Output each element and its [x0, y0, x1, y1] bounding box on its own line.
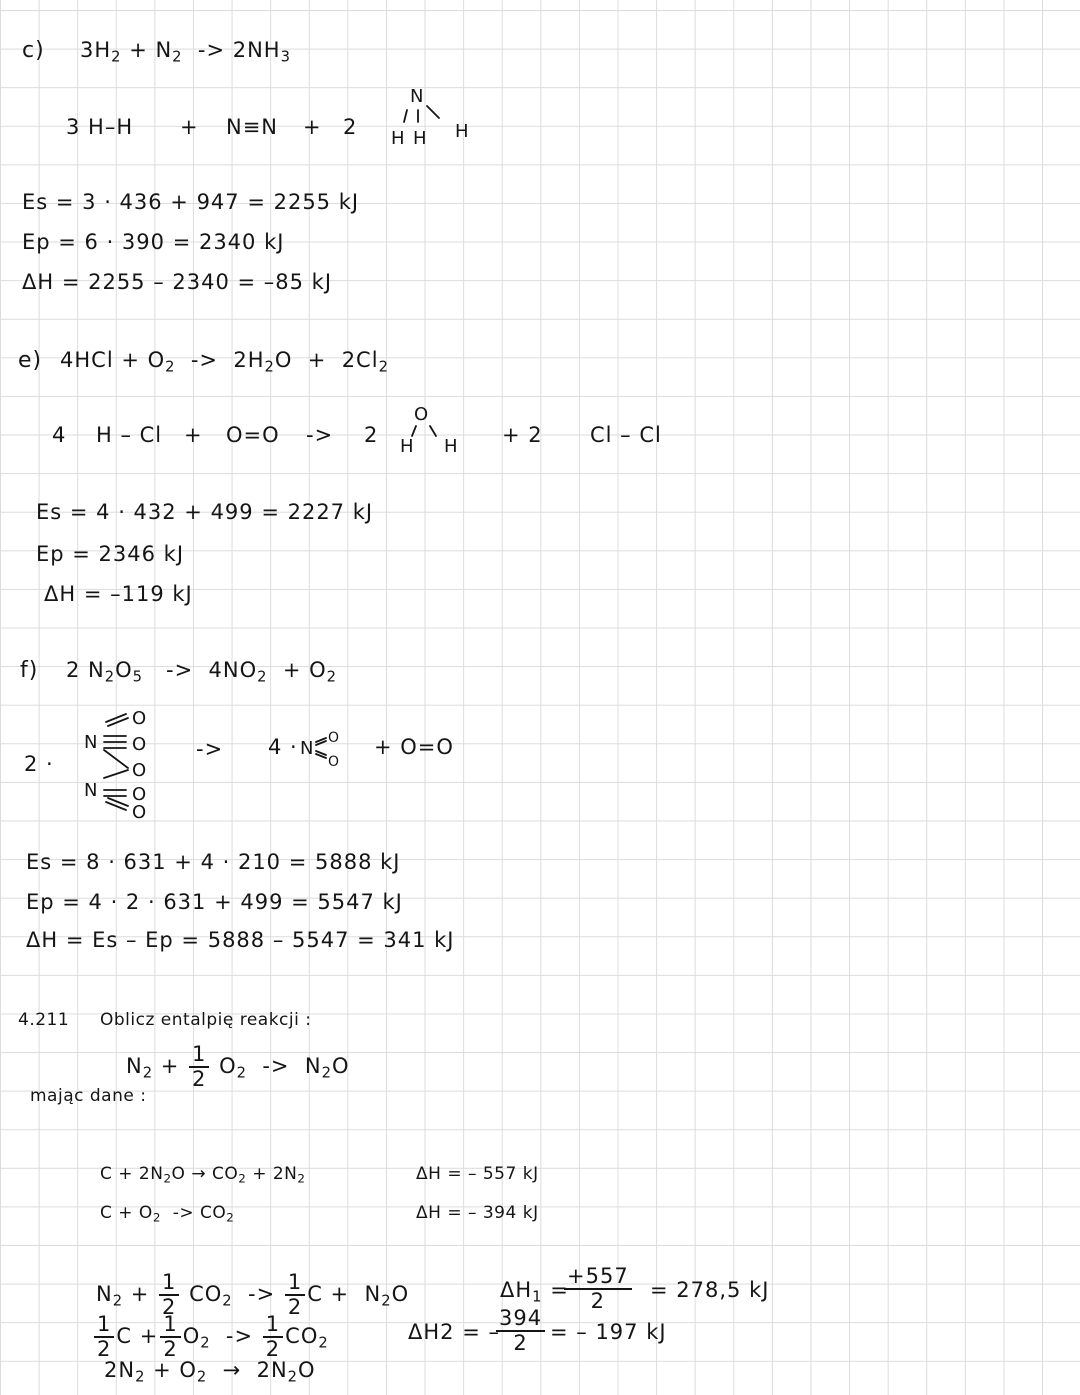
problem-task: Oblicz entalpię reakcji :: [100, 1010, 312, 1030]
bond-cl-cl: Cl – Cl: [590, 423, 662, 447]
plus: +: [303, 115, 322, 139]
es-e: Es = 4 · 432 + 499 = 2227 kJ: [36, 500, 374, 524]
ep-f: Ep = 4 · 2 · 631 + 499 = 5547 kJ: [26, 890, 403, 914]
plus: +: [180, 115, 199, 139]
section-f-equation: 2 $N_2O_5 -> 4NO_2 + O_2$: [66, 658, 338, 686]
work-line-1: $N_2$ + $\frac{1}{2}$ $CO_2$ -> $\frac{1}{2}$ $C + N_2O$: [96, 1270, 410, 1319]
dh-e: ΔH = –119 kJ: [44, 582, 193, 606]
ep-e: Ep = 2346 kJ: [36, 542, 185, 566]
dh1-fraction: $\frac{+557}{2}$: [562, 1266, 634, 1312]
dh2-label: ΔH2 = –: [408, 1320, 500, 1344]
es-c: Es = 3 · 436 + 947 = 2255 kJ: [22, 190, 360, 214]
svg-text:H: H: [444, 436, 458, 457]
given-dh-1: ΔH = – 557 kJ: [416, 1164, 539, 1184]
plus-two: + 2: [502, 423, 543, 447]
arrow: ->: [306, 423, 334, 447]
section-e-label: e): [18, 348, 43, 373]
svg-text:O: O: [132, 734, 147, 755]
svg-text:N: N: [410, 86, 424, 107]
given-eq-1: $C + 2N_2O \to CO_2 + 2N_2$: [100, 1164, 306, 1186]
svg-text:H: H: [413, 128, 427, 149]
ammonia-structure: [385, 82, 485, 152]
svg-text:H: H: [455, 121, 469, 142]
svg-text:O: O: [132, 708, 147, 729]
bond-o-double-o: O=O: [226, 423, 280, 447]
target-equation: $N_2$ + $\frac{1}{2}$ $O_2 -> N_2O$: [126, 1042, 350, 1091]
svg-text:O: O: [132, 760, 147, 781]
svg-text:O: O: [328, 754, 340, 770]
work-line-2: $\frac{1}{2}$ C + $\frac{1}{2}$ $O_2$ -> $\frac{1}{2}$ $CO_2$: [92, 1314, 329, 1360]
arrow: ->: [196, 737, 224, 761]
coefficient: 2: [364, 423, 379, 447]
svg-text:O: O: [328, 730, 340, 746]
given-dh-2: ΔH = – 394 kJ: [416, 1203, 539, 1223]
svg-text:H: H: [400, 436, 414, 457]
coefficient: 2: [343, 115, 358, 139]
section-e-equation: $4HCl + O_2 -> 2H_2O + 2Cl_2$: [60, 348, 389, 376]
problem-number: 4.211: [18, 1010, 70, 1030]
svg-text:N: N: [84, 780, 98, 801]
section-f-label: f): [20, 658, 39, 683]
dh1-result: = 278,5 kJ: [650, 1278, 770, 1302]
ep-c: Ep = 6 · 390 = 2340 kJ: [22, 230, 285, 254]
dh-f: ΔH = Es – Ep = 5888 – 5547 = 341 kJ: [26, 928, 455, 952]
svg-text:O: O: [132, 784, 147, 805]
svg-text:N: N: [300, 738, 314, 759]
section-c-label: c): [22, 38, 45, 63]
n2o5-structure: [78, 706, 168, 823]
svg-text:O: O: [132, 802, 147, 823]
es-f: Es = 8 · 631 + 4 · 210 = 5888 kJ: [26, 850, 401, 874]
dh2-result: = – 197 kJ: [550, 1320, 667, 1344]
dh1-label: $\Delta H_1$ =: [500, 1278, 569, 1306]
plus: +: [184, 423, 203, 447]
bond-h-h: 3 H–H: [66, 115, 134, 139]
dh2-fraction: $\frac{394}{2}$: [494, 1308, 547, 1354]
plus-oxygen: + O=O: [374, 735, 454, 759]
water-structure: [392, 402, 472, 458]
work-line-3: $2N_2 + O_2 \to 2N_2O$: [104, 1358, 316, 1386]
dh-c: ΔH = 2255 – 2340 = –85 kJ: [22, 270, 333, 294]
coefficient: 4 ·: [268, 735, 298, 759]
given-intro: mając dane :: [30, 1086, 147, 1106]
bond-h-cl: H – Cl: [96, 423, 163, 447]
svg-text:N: N: [84, 732, 98, 753]
coefficient: 2 ·: [24, 752, 54, 776]
coefficient: 4: [52, 423, 67, 447]
bond-n-triple-n: N≡N: [226, 115, 279, 139]
svg-text:H: H: [391, 128, 405, 149]
no2-structure: [300, 724, 350, 770]
section-c-equation: $3H_2 + N_2 -> 2NH_3$: [80, 38, 291, 66]
given-eq-2: $C + O_2 -> CO_2$: [100, 1203, 235, 1225]
svg-text:O: O: [414, 404, 429, 425]
